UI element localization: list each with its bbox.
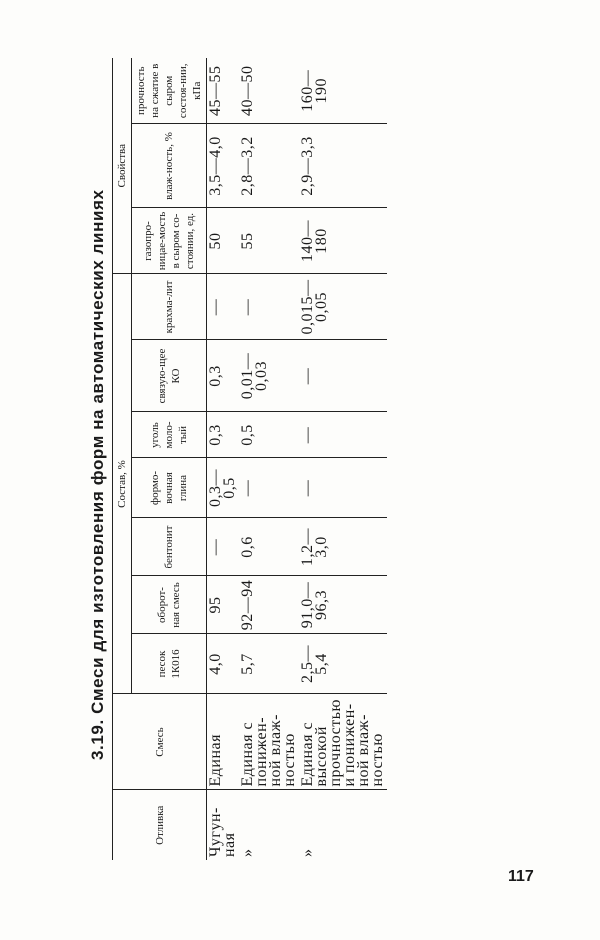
header-ground-coal: уголь моло-тый (132, 412, 207, 458)
cell-recycled: 95 (207, 576, 240, 634)
cell-binder: — (299, 340, 387, 412)
cell-casting: Чугун-ная (207, 790, 240, 860)
cell-clay: — (239, 458, 299, 518)
cell-mixture: Единая с понижен-ной влаж-ностью (239, 694, 299, 790)
table-title: 3.19. Смеси для изготовления форм на автоматических линиях (88, 189, 107, 760)
cell-permeability: 55 (239, 208, 299, 274)
cell-recycled: 91,0—96,3 (299, 576, 387, 634)
cell-bentonite: 0,6 (239, 518, 299, 576)
cell-moisture: 2,8—3,2 (239, 124, 299, 208)
table-row (299, 58, 387, 860)
page-number: 117 (508, 868, 534, 885)
cell-bentonite: 1,2—3,0 (299, 518, 387, 576)
header-permeability: газопро-ницае-мость в сыром со-стоянии, ед. (132, 208, 207, 274)
cell-casting: » (299, 790, 387, 860)
header-recycled-mix: оборот-ная смесь (132, 576, 207, 634)
cell-permeability: 140—180 (299, 208, 387, 274)
cell-coal: — (299, 412, 387, 458)
cell-mixture: Единая с высокой прочностью и понижен-ной влаж-ностью (299, 694, 387, 790)
header-starch: крахма-лит (132, 274, 207, 340)
cell-strength: 45—55 (207, 65, 224, 116)
cell-casting: » (239, 790, 299, 860)
cell-clay: 0,3—0,5 (207, 458, 240, 518)
header-sand: песок 1К016 (132, 634, 207, 694)
cell-sand: 5,7 (239, 634, 299, 694)
cell-moisture: 2,9—3,3 (299, 124, 387, 208)
cell-moisture: 3,5—4,0 (207, 124, 240, 208)
cell-mixture: Единая (207, 694, 240, 790)
cell-clay: — (299, 458, 387, 518)
header-strength: прочность на сжатие в сыром состоя-нии, кПа (132, 58, 207, 124)
header-bentonite: бентонит (132, 518, 207, 576)
cell-coal: 0,3 (207, 412, 240, 458)
header-properties: Свойства (113, 58, 132, 274)
cell-permeability: 50 (207, 208, 240, 274)
cell-starch: — (239, 274, 299, 340)
cell-starch: 0,015—0,05 (299, 274, 387, 340)
header-casting: Отливка (113, 790, 207, 860)
header-moisture: влаж-ность, % (132, 124, 207, 208)
header-composition: Состав, % (113, 274, 132, 694)
cell-sand: 2,5—5,4 (299, 634, 387, 694)
cell-binder: 0,01—0,03 (239, 340, 299, 412)
mixture-table (112, 58, 387, 860)
header-mixture: Смесь (113, 694, 207, 790)
header-binder-ko: связую-щее КО (132, 340, 207, 412)
cell-coal: 0,5 (239, 412, 299, 458)
cell-recycled: 92—94 (239, 576, 299, 634)
cell-strength: 160—190 (299, 69, 330, 112)
cell-strength: 40—50 (239, 65, 256, 116)
table-row (207, 58, 240, 860)
table-row (239, 58, 299, 860)
cell-binder: 0,3 (207, 340, 240, 412)
header-molding-clay: формо-вочная глина (132, 458, 207, 518)
cell-starch: — (207, 274, 240, 340)
cell-bentonite: — (207, 518, 240, 576)
cell-sand: 4,0 (207, 634, 240, 694)
